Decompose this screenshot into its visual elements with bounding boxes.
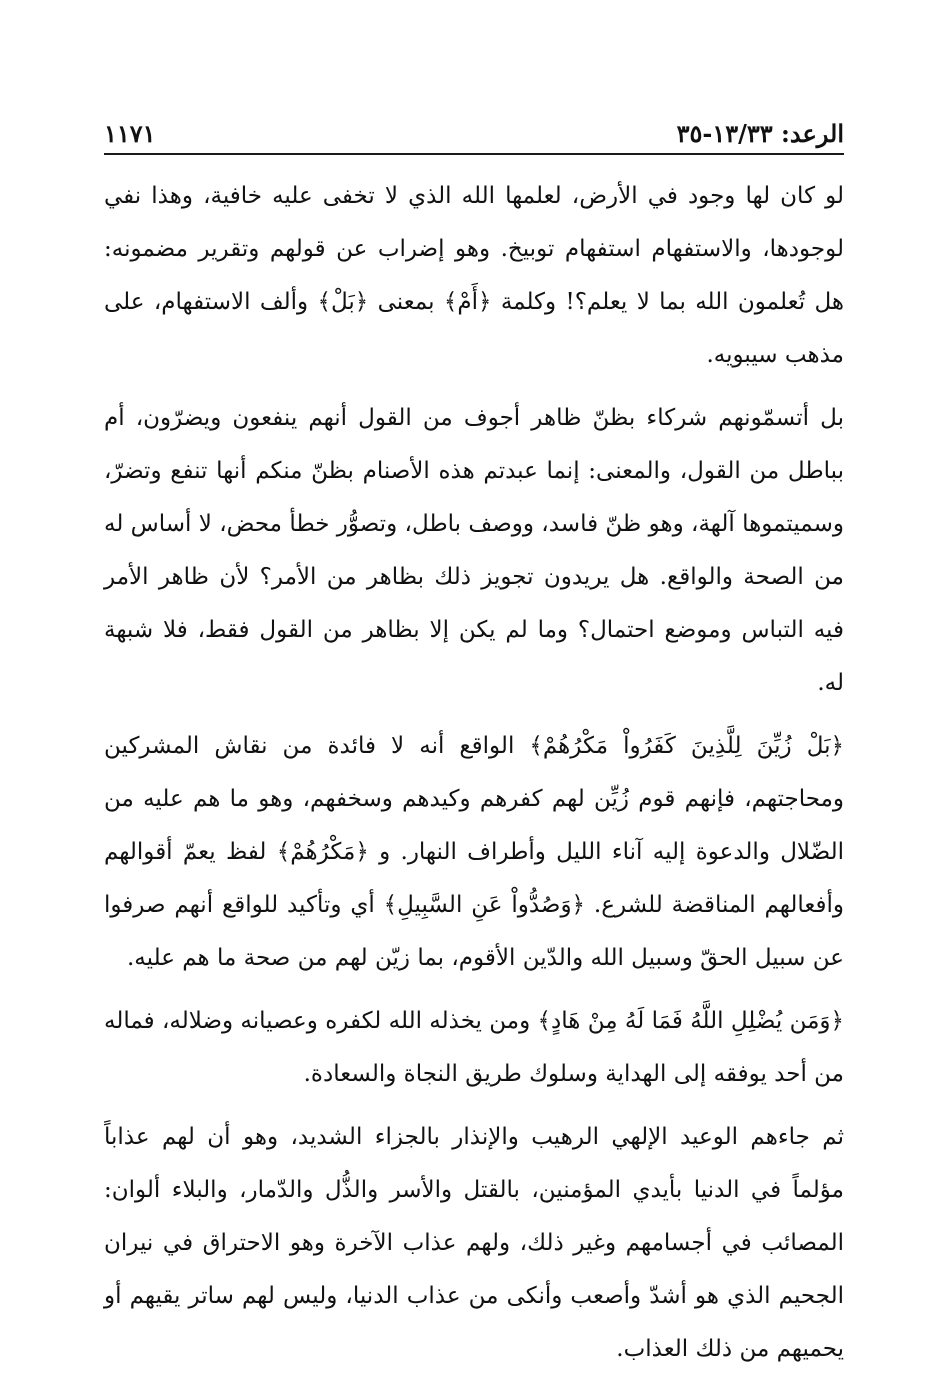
paragraph: ثم جاءهم الوعيد الإلهي الرهيب والإنذار بالجزاء الشديد، وهو أن لهم عذاباً مؤلماً في الدنيا بأيدي المؤمنين، بالقتل والأسر والذُّل والدّمار، والبلاء ألوان: المصائب في أجسامهم وغير ذلك، ولهم عذاب الآخرة وهو الاحتراق في نيران الجحيم الذي هو أشدّ وأصعب وأنكى من عذاب الدنيا، وليس لهم ساتر يقيهم أو يحميهم من ذلك العذاب.	[104, 1124, 844, 1362]
commentary-text	[104, 170, 844, 1386]
running-header	[104, 112, 844, 148]
paragraph: ﴿بَلْ زُيِّنَ لِلَّذِينَ كَفَرُواْ مَكْرُهُمْ﴾ الواقع أنه لا فائدة من نقاش المشركين ومحاجتهم، فإنهم قوم زُيِّن لهم كفرهم وكيدهم وسخفهم، وهو ما هم عليه من الضّلال والدعوة إليه آناء الليل وأطراف النهار. و ﴿مَكْرُهُمْ﴾ لفظ يعمّ أقوالهم وأفعالهم المناقضة للشرع. ﴿وَصُدُّواْ عَنِ السَّبِيلِ﴾ أي وتأكيد للواقع أنهم صرفوا عن سبيل الحقّ وسبيل الله والدّين الأقوم، بما زيّن لهم من صحة ما هم عليه.	[104, 733, 844, 971]
surah-reference: الرعد: ١٣/٣٣-٣٥	[676, 119, 844, 148]
paragraph: بل أتسمّونهم شركاء بظنّ ظاهر أجوف من القول أنهم ينفعون ويضرّون، أم بباطل من القول، والمعنى: إنما عبدتم هذه الأصنام بظنّ منكم أنها تنفع وتضرّ، وسميتموها آلهة، وهو ظنّ فاسد، ووصف باطل، وتصوُّر خطأ محض، لا أساس له من الصحة والواقع. هل يريدون تجويز ذلك بظاهر من الأمر؟ لأن ظاهر الأمر فيه التباس وموضع احتمال؟ وما لم يكن إلا بظاهر من القول فقط، فلا شبهة له.	[104, 405, 844, 696]
header-divider	[104, 153, 844, 155]
paragraph: ﴿وَمَن يُضْلِلِ اللَّهُ فَمَا لَهُ مِنْ هَادٍ﴾ ومن يخذله الله لكفره وعصيانه وضلاله، فماله من أحد يوفقه إلى الهداية وسلوك طريق النجاة والسعادة.	[104, 1008, 844, 1087]
paragraph: لو كان لها وجود في الأرض، لعلمها الله الذي لا تخفى عليه خافية، وهذا نفي لوجودها، والاستفهام استفهام توبيخ. وهو إضراب عن قولهم وتقرير مضمونه: هل تُعلمون الله بما لا يعلم؟! وكلمة ﴿أَمْ﴾ بمعنى ﴿بَلْ﴾ وألف الاستفهام، على مذهب سيبويه.	[104, 183, 844, 368]
page-number: ١١٧١	[104, 119, 156, 148]
